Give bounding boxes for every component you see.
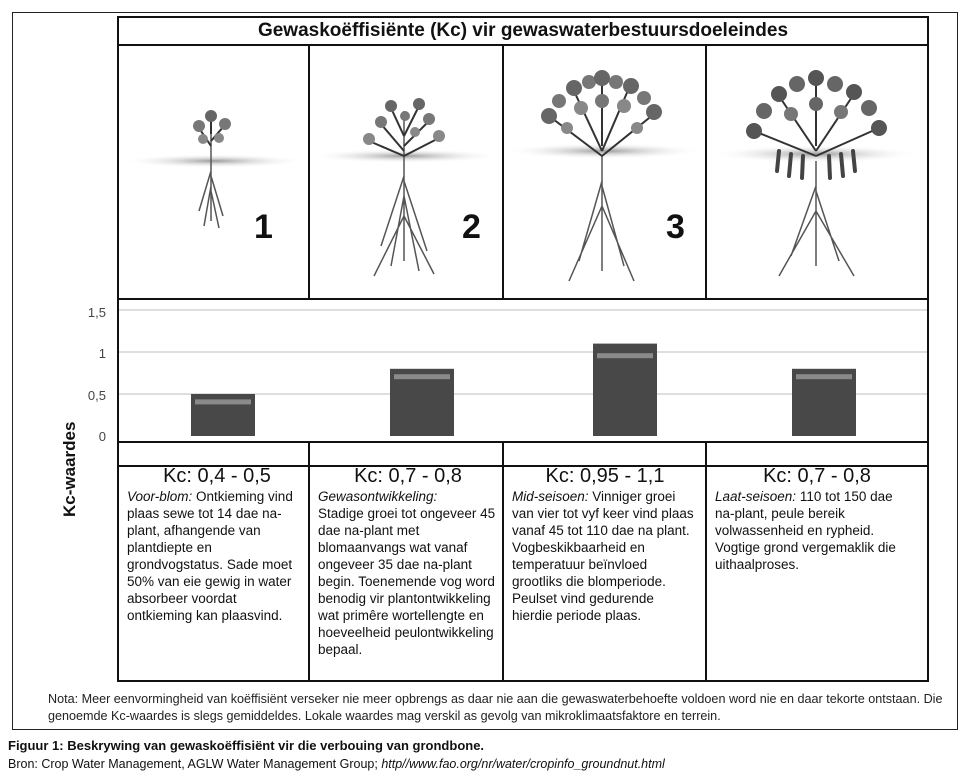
source-url: http//www.fao.org/nr/water/cropinfo_groundnut.html xyxy=(381,757,665,771)
plant-illustrations xyxy=(119,46,927,298)
y-tick-label: 1,5 xyxy=(87,305,106,320)
stage-title: Mid-seisoen: xyxy=(512,489,589,504)
page-title: Gewaskoëffisiënte (Kc) vir gewaswaterbestuursdoeleindes xyxy=(119,18,927,46)
column-divider xyxy=(705,441,707,680)
y-tick-label: 1 xyxy=(98,346,106,361)
stage-number-3: 3 xyxy=(666,208,685,246)
stage-title: Voor-blom: xyxy=(127,489,193,504)
source-text: Bron: Crop Water Management, AGLW Water Management Group; xyxy=(8,757,382,771)
mid-season-plant-icon xyxy=(504,70,704,281)
stage-text: Stadige groei tot ongeveer 45 dae na-plant met blomaanvangs wat vanaf ongeveer 35 dae na-plant begin. Toenemende vog word benodig vir plantontwikkeling wat primêre wortellengte en hoeveelheid peulontwikkeling bepaal. xyxy=(318,506,496,657)
figure-caption: Figuur 1: Beskrywing van gewaskoëffisiënt vir die verbouing van grondbone. xyxy=(8,738,485,753)
y-axis-label: Kc-waardes xyxy=(60,421,79,517)
stage-number-1: 1 xyxy=(254,208,273,246)
stage-title: Laat-seisoen: xyxy=(715,489,797,504)
y-tick-label: 0 xyxy=(98,429,106,444)
stage-description-3 xyxy=(512,488,698,624)
y-tick-label: 0,5 xyxy=(87,388,106,403)
kc-label-1: Kc: 0,4 - 0,5 xyxy=(163,465,271,487)
stage-description-1 xyxy=(127,488,302,624)
figure-source xyxy=(8,757,665,771)
kc-low-marker-3 xyxy=(597,353,653,358)
row-divider xyxy=(119,441,927,443)
stage-title: Gewasontwikkeling: xyxy=(318,489,438,504)
late-season-plant-icon xyxy=(711,70,921,276)
kc-table xyxy=(117,16,929,682)
kc-low-marker-4 xyxy=(796,374,852,379)
stage-text: Vinniger groei van vier tot vyf keer vind plaas vanaf 45 tot 110 dae na plant. Vogbeskikbaarheid en temperatuur beïnvloed grootliks die blomperiode. Peulset vind gedurende hierdie periode plaas. xyxy=(512,489,694,623)
kc-bar-chart xyxy=(119,300,927,441)
kc-label-3: Kc: 0,95 - 1,1 xyxy=(545,465,665,487)
kc-low-marker-2 xyxy=(394,374,450,379)
stage-description-2 xyxy=(318,488,496,658)
stage-text: Ontkieming vind plaas sewe tot 14 dae na-plant, afhangende van plantdiepte en grondvogstatus. Sade moet 50% van eie gewig in water absorbeer voordat ontkieming kan plaasvind. xyxy=(127,489,293,623)
kc-label-2: Kc: 0,7 - 0,8 xyxy=(354,465,462,487)
stage-number-2: 2 xyxy=(462,208,481,246)
seedling-icon xyxy=(122,110,306,228)
footnote: Nota: Meer eenvormingheid van koëffisiënt verseker nie meer opbrengs as daar nie aan die gewaswaterbehoefte voldoen word nie en daar tekorte ontstaan. Die genoemde Kc-waardes is slegs gemiddeldes. Lokale waardes mag verskil as gevolg van mikroklimaatsfaktore en terrein. xyxy=(48,692,943,723)
kc-label-4: Kc: 0,7 - 0,8 xyxy=(763,465,871,487)
developing-plant-icon xyxy=(309,98,501,276)
stage-text: 110 tot 150 dae na-plant, peule bereik volwassenheid en rypheid. Vogtige grond vergemaklik die uithaalproses. xyxy=(715,489,896,572)
stage-description-4 xyxy=(715,488,915,573)
kc-low-marker-1 xyxy=(195,399,251,404)
